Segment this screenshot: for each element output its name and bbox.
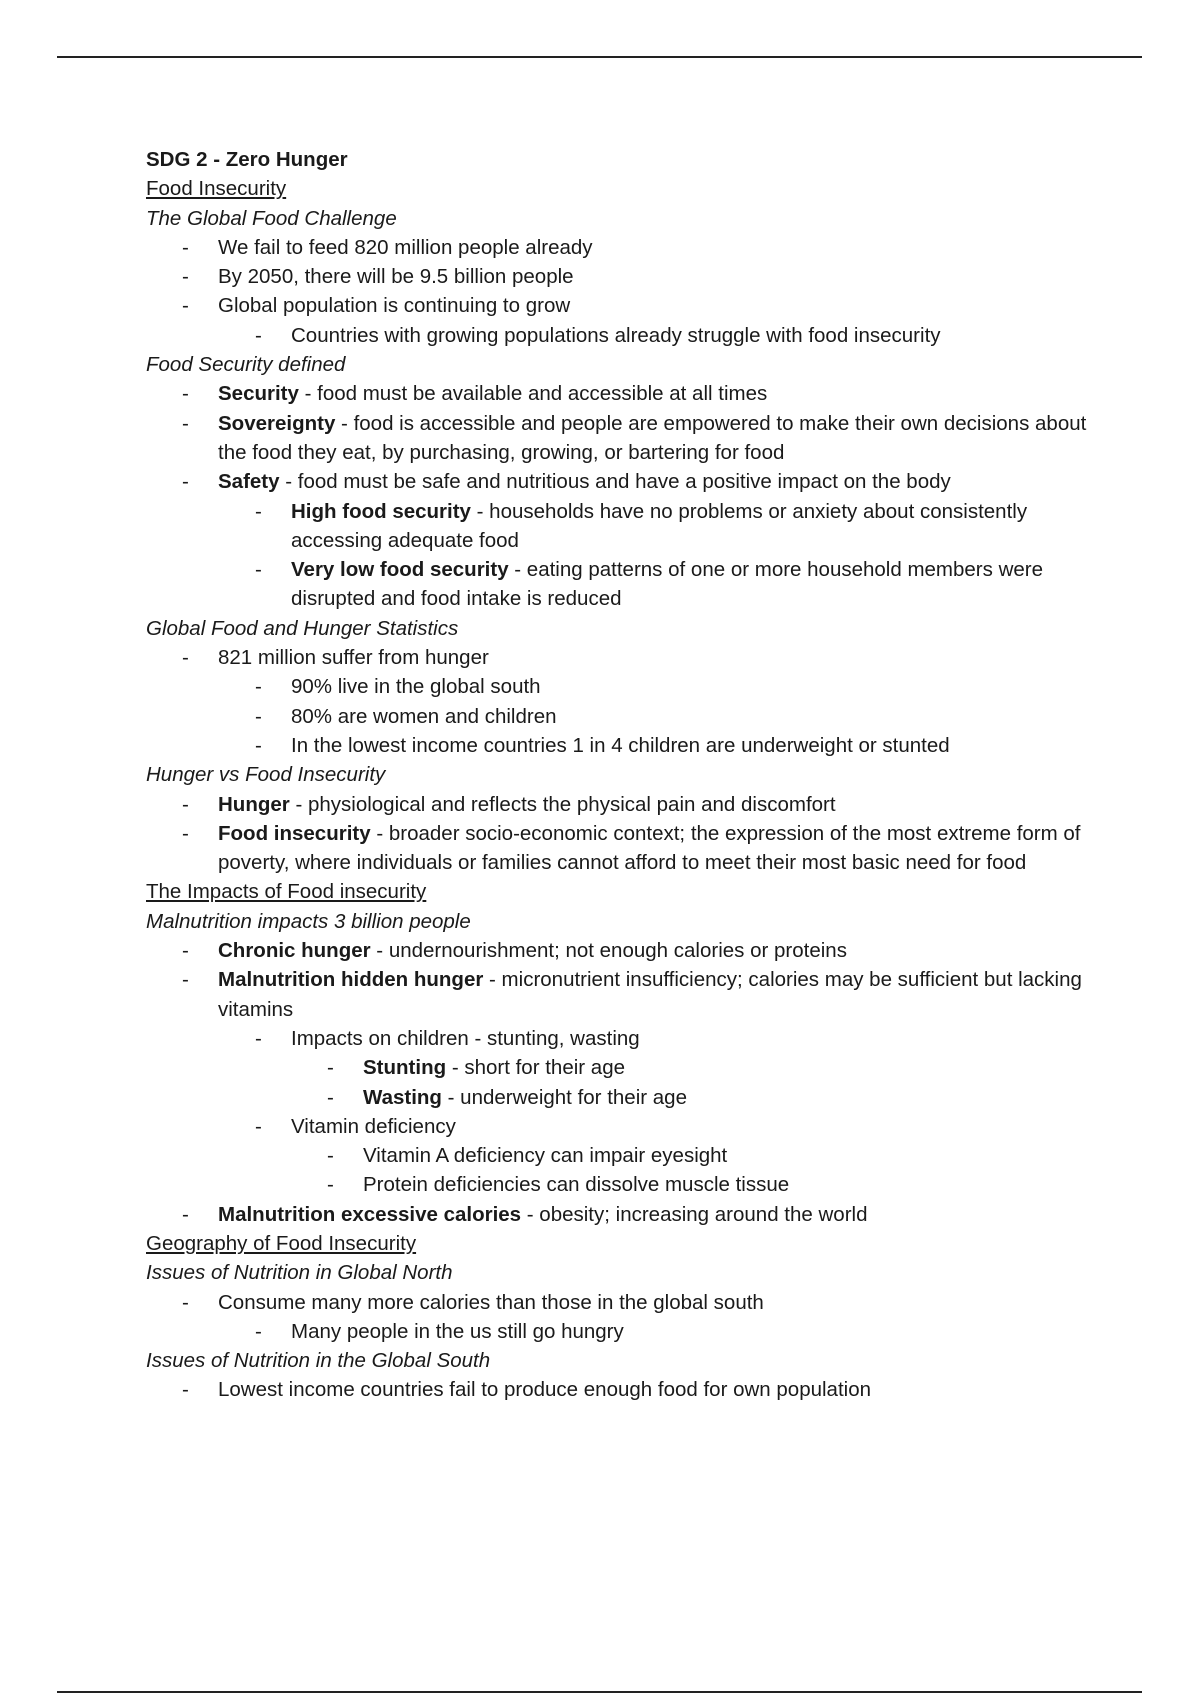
bullet-dash: -	[255, 1114, 262, 1138]
term-definition: - eating patterns of one or more household members were disrupted and food intake is reduced	[291, 558, 1044, 611]
term-definition: - underweight for their age	[441, 1085, 687, 1109]
list-item-text: Protein deficiencies can dissolve muscle tissue	[363, 1173, 790, 1197]
bullet-dash: -	[182, 646, 189, 670]
list-item	[146, 1288, 1096, 1317]
list-item-text: Many people in the us still go hungry	[291, 1319, 624, 1343]
list-item	[146, 643, 1096, 672]
term-label: Security	[218, 382, 299, 406]
list-item	[146, 321, 1096, 350]
bullet-dash: -	[182, 939, 189, 963]
term-label: Chronic hunger	[218, 939, 371, 963]
list-item	[146, 790, 1096, 819]
list-item-text: Consume many more calories than those in the global south	[218, 1290, 764, 1314]
subheading-malnutrition-impacts: Malnutrition impacts 3 billion people	[146, 909, 471, 933]
list-item	[146, 291, 1096, 320]
subheading-hunger-vs-food-insecurity: Hunger vs Food Insecurity	[146, 763, 386, 787]
list-item-text: Countries with growing populations already struggle with food insecurity	[291, 323, 941, 347]
list-item	[146, 1141, 1096, 1170]
bullet-dash: -	[182, 821, 189, 845]
subheading-global-food-challenge: The Global Food Challenge	[146, 206, 397, 230]
subheading-global-food-statistics: Global Food and Hunger Statistics	[146, 616, 459, 640]
list-item-text: 821 million suffer from hunger	[218, 646, 489, 670]
list-item-text: We fail to feed 820 million people already	[218, 235, 593, 259]
list-item	[146, 409, 1096, 468]
list-item	[146, 1112, 1096, 1141]
bullet-dash: -	[182, 968, 189, 992]
bullet-dash: -	[327, 1085, 334, 1109]
bullet-dash: -	[327, 1056, 334, 1080]
list-item	[146, 936, 1096, 965]
term-definition: - food is accessible and people are empowered to make their own decisions about the food they eat, by purchasing, growing, or bartering for food	[218, 411, 1087, 464]
term-definition: - physiological and reflects the physical pain and discomfort	[289, 792, 836, 816]
bullet-dash: -	[327, 1144, 334, 1168]
term-definition: - households have no problems or anxiety about consistently accessing adequate food	[291, 499, 1028, 552]
bullet-dash: -	[255, 1026, 262, 1050]
top-rule	[57, 56, 1142, 58]
list-item	[146, 965, 1096, 1024]
list-item	[146, 672, 1096, 701]
bottom-rule	[57, 1691, 1142, 1693]
list-item-text: Impacts on children - stunting, wasting	[291, 1026, 640, 1050]
list-item-text: Lowest income countries fail to produce enough food for own population	[218, 1378, 872, 1402]
term-definition: - undernourishment; not enough calories or proteins	[370, 939, 847, 963]
bullet-dash: -	[182, 235, 189, 259]
term-definition: - broader socio-economic context; the expression of the most extreme form of poverty, where individuals or families cannot afford to meet their most basic need for food	[218, 821, 1081, 875]
section-heading-impacts: The Impacts of Food insecurity	[146, 880, 427, 904]
bullet-dash: -	[255, 1319, 262, 1343]
list-item	[146, 1083, 1096, 1112]
list-item	[146, 702, 1096, 731]
list-item	[146, 1200, 1096, 1229]
bullet-dash: -	[255, 558, 262, 582]
subheading-global-south: Issues of Nutrition in the Global South	[146, 1349, 491, 1373]
term-label: Sovereignty	[218, 411, 336, 435]
term-label: Safety	[218, 470, 280, 494]
bullet-dash: -	[182, 792, 189, 816]
list-item	[146, 262, 1096, 291]
term-label: Malnutrition excessive calories	[218, 1202, 522, 1226]
list-item	[146, 731, 1096, 760]
list-item-text: Global population is continuing to grow	[218, 294, 571, 318]
list-item-text: 90% live in the global south	[291, 675, 541, 699]
subheading-global-north: Issues of Nutrition in Global North	[146, 1261, 453, 1285]
term-definition: - short for their age	[446, 1056, 626, 1080]
term-label: Stunting	[363, 1056, 447, 1080]
bullet-dash: -	[255, 323, 262, 347]
list-item-text: Vitamin A deficiency can impair eyesight	[363, 1144, 728, 1168]
term-definition: - micronutrient insufficiency; calories may be sufficient but lacking vitamins	[218, 968, 1082, 1021]
list-item	[146, 1317, 1096, 1346]
list-item-text: 80% are women and children	[291, 704, 557, 728]
document-title: SDG 2 - Zero Hunger	[146, 148, 348, 171]
bullet-dash: -	[182, 1378, 189, 1402]
list-item	[146, 1375, 1096, 1404]
list-item	[146, 379, 1096, 408]
term-definition: - food must be safe and nutritious and have a positive impact on the body	[279, 470, 951, 494]
section-heading-food-insecurity: Food Insecurity	[146, 177, 287, 201]
section-heading-geography: Geography of Food Insecurity	[146, 1231, 417, 1255]
term-definition: - food must be available and accessible at all times	[298, 382, 768, 406]
subheading-food-security-defined: Food Security defined	[146, 353, 346, 377]
list-item	[146, 497, 1096, 556]
list-item-text: In the lowest income countries 1 in 4 children are underweight or stunted	[291, 733, 950, 757]
bullet-dash: -	[182, 265, 189, 289]
list-item-text: By 2050, there will be 9.5 billion people	[218, 265, 574, 289]
term-label: Food insecurity	[218, 821, 371, 845]
list-item	[146, 233, 1096, 262]
bullet-dash: -	[182, 382, 189, 406]
list-item	[146, 819, 1096, 878]
list-item	[146, 467, 1096, 496]
bullet-dash: -	[255, 499, 262, 523]
bullet-dash: -	[255, 675, 262, 699]
bullet-dash: -	[255, 733, 262, 757]
document-page	[146, 145, 1096, 1405]
bullet-dash: -	[182, 1202, 189, 1226]
bullet-dash: -	[182, 411, 189, 435]
bullet-dash: -	[182, 294, 189, 318]
term-label: Hunger	[218, 792, 290, 816]
term-definition: - obesity; increasing around the world	[521, 1202, 868, 1226]
bullet-dash: -	[182, 1290, 189, 1314]
list-item	[146, 1170, 1096, 1199]
list-item	[146, 1024, 1096, 1053]
bullet-dash: -	[255, 704, 262, 728]
term-label: High food security	[291, 499, 471, 523]
list-item-text: Vitamin deficiency	[291, 1114, 456, 1138]
term-label: Malnutrition hidden hunger	[218, 968, 484, 992]
bullet-dash: -	[182, 470, 189, 494]
list-item	[146, 1053, 1096, 1082]
list-item	[146, 555, 1096, 614]
term-label: Wasting	[363, 1085, 442, 1109]
bullet-dash: -	[327, 1173, 334, 1197]
term-label: Very low food security	[291, 558, 509, 582]
